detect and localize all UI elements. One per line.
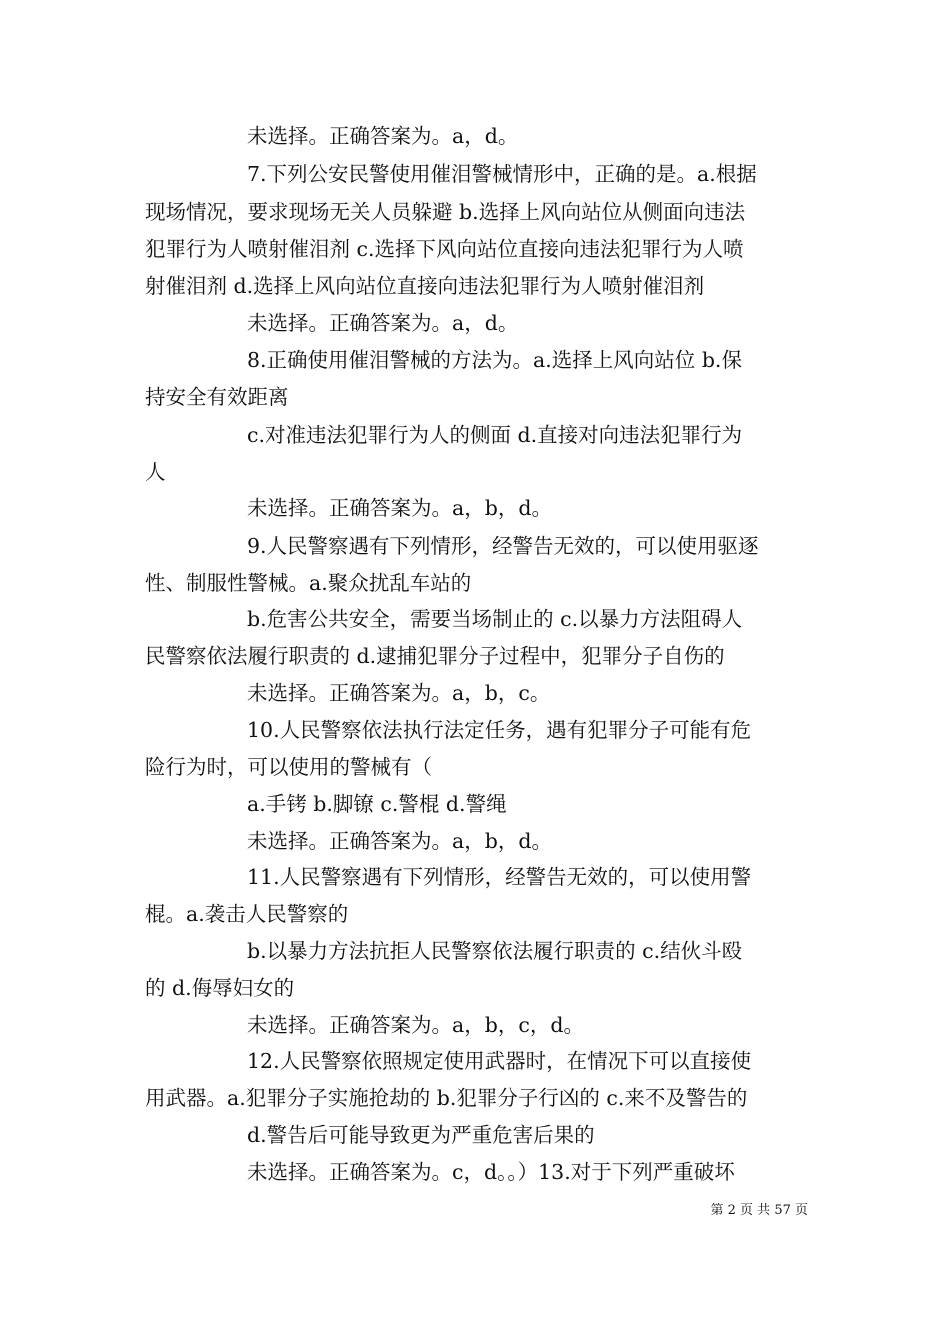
question-11-line-4: 的 d.侮辱妇女的 bbox=[145, 976, 295, 1000]
answer-line-8: 未选择。正确答案为。a，b，d。 bbox=[247, 496, 552, 520]
question-9-line-2: 性、制服性警械。a.聚众扰乱车站的 bbox=[145, 571, 472, 595]
question-12-line-1: 12.人民警察依照规定使用武器时，在情况下可以直接使 bbox=[247, 1049, 752, 1073]
question-9-line-1: 9.人民警察遇有下列情形，经警告无效的，可以使用驱逐 bbox=[247, 534, 759, 558]
answer-line-7: 未选择。正确答案为。a，d。 bbox=[247, 311, 519, 335]
question-8-line-3: c.对准违法犯罪行为人的侧面 d.直接对向违法犯罪行为 bbox=[247, 423, 743, 447]
question-11-line-2: 棍。a.袭击人民警察的 bbox=[145, 902, 349, 926]
question-7-line-2: 现场情况，要求现场无关人员躲避 b.选择上风向站位从侧面向违法 bbox=[145, 200, 746, 224]
question-7-line-1: 7.下列公安民警使用催泪警械情形中，正确的是。a.根据 bbox=[247, 162, 757, 186]
question-11-line-3: b.以暴力方法抗拒人民警察依法履行职责的 c.结伙斗殴 bbox=[247, 939, 743, 963]
question-10-line-2: 险行为时，可以使用的警械有（ bbox=[145, 755, 432, 779]
question-12-line-3: d.警告后可能导致更为严重危害后果的 bbox=[247, 1123, 595, 1147]
answer-line-10: 未选择。正确答案为。a，b，d。 bbox=[247, 829, 552, 853]
question-8-line-4: 人 bbox=[145, 460, 166, 484]
answer-line-6: 未选择。正确答案为。a，d。 bbox=[247, 124, 519, 148]
question-9-line-3: b.危害公共安全，需要当场制止的 c.以暴力方法阻碍人 bbox=[247, 607, 743, 631]
question-12-line-2: 用武器。a.犯罪分子实施抢劫的 b.犯罪分子行凶的 c.来不及警告的 bbox=[145, 1086, 748, 1110]
answer-line-9: 未选择。正确答案为。a，b，c。 bbox=[247, 681, 551, 705]
question-7-line-4: 射催泪剂 d.选择上风向站位直接向违法犯罪行为人喷射催泪剂 bbox=[145, 274, 705, 298]
question-8-line-1: 8.正确使用催泪警械的方法为。a.选择上风向站位 b.保 bbox=[247, 348, 742, 372]
page-number-footer: 第 2 页 共 57 页 bbox=[710, 1203, 808, 1218]
question-7-line-3: 犯罪行为人喷射催泪剂 c.选择下风向站位直接向违法犯罪行为人喷 bbox=[145, 237, 744, 261]
question-8-line-2: 持安全有效距离 bbox=[145, 385, 289, 409]
question-9-line-4: 民警察依法履行职责的 d.逮捕犯罪分子过程中，犯罪分子自伤的 bbox=[145, 644, 725, 668]
question-11-line-1: 11.人民警察遇有下列情形，经警告无效的，可以使用警 bbox=[247, 865, 752, 889]
question-10-line-3: a.手铐 b.脚镣 c.警棍 d.警绳 bbox=[247, 792, 507, 816]
answer-line-11: 未选择。正确答案为。a，b，c，d。 bbox=[247, 1013, 584, 1037]
answer-line-12: 未选择。正确答案为。c，d。。）13.对于下列严重破坏 bbox=[247, 1160, 735, 1184]
question-10-line-1: 10.人民警察依法执行法定任务，遇有犯罪分子可能有危 bbox=[247, 718, 752, 742]
